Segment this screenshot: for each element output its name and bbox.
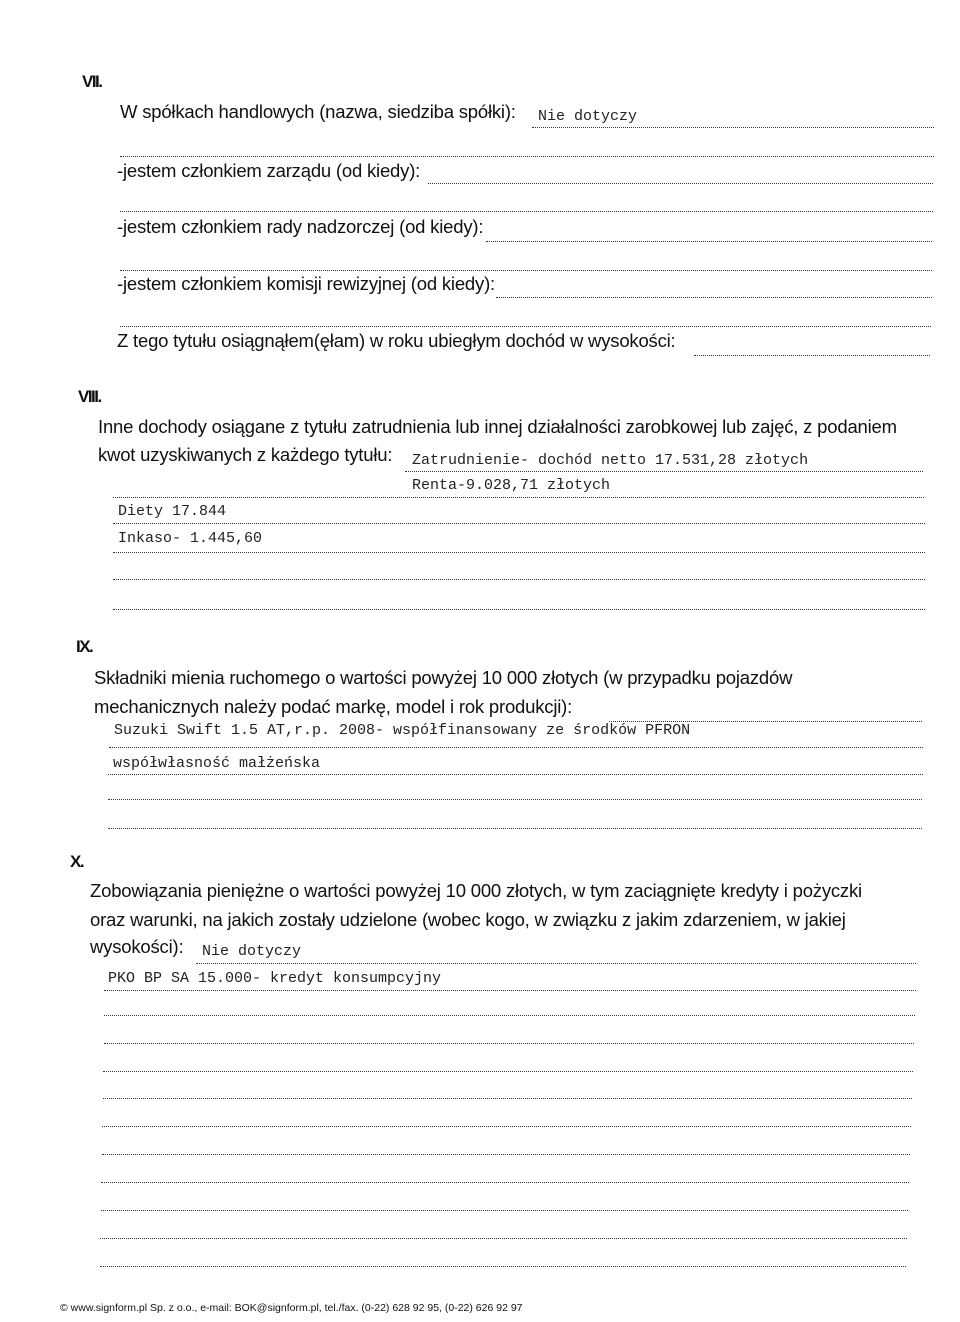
dotted-line <box>120 326 931 327</box>
dotted-line <box>108 828 922 829</box>
dotted-line <box>694 355 930 356</box>
movable-property-value2[interactable]: współwłasność małżeńska <box>113 755 321 772</box>
dotted-line <box>532 127 934 128</box>
dotted-line <box>104 1043 914 1044</box>
dotted-line <box>486 241 932 242</box>
dotted-line <box>120 156 934 157</box>
dotted-line <box>113 497 924 498</box>
dotted-line <box>103 1071 913 1072</box>
other-income-line1: Inne dochody osiągane z tytułu zatrudnienia lub innej działalności zarobkowej lub zajęć, z podaniem <box>98 416 897 437</box>
liabilities-line1: Zobowiązania pieniężne o wartości powyżej 10 000 złotych, w tym zaciągnięte kredyty i pożyczki <box>90 880 862 901</box>
movable-property-value1[interactable]: Suzuki Swift 1.5 AT,r.p. 2008- współfinansowany ze środków PFRON <box>114 722 691 739</box>
liabilities-value2[interactable]: PKO BP SA 15.000- kredyt konsumpcyjny <box>108 970 442 987</box>
dotted-line <box>108 774 923 775</box>
dotted-line <box>428 183 933 184</box>
dotted-line <box>113 609 925 610</box>
movable-property-line2: mechanicznych należy podać markę, model i rok produkcji): <box>94 696 573 717</box>
dotted-line <box>113 552 925 553</box>
dotted-line <box>109 747 923 748</box>
dotted-line <box>196 963 916 964</box>
supervisory-label: -jestem członkiem rady nadzorczej (od kiedy): <box>117 216 484 237</box>
other-income-value1[interactable]: Zatrudnienie- dochód netto 17.531,28 złotych <box>412 452 809 469</box>
liabilities-line3: wysokości): <box>90 936 184 957</box>
dotted-line <box>103 1098 912 1099</box>
section-viii-number: VIII. <box>78 387 101 406</box>
section-ix-number: IX. <box>76 637 93 656</box>
dotted-line <box>101 1182 909 1183</box>
dotted-line <box>113 523 925 524</box>
section-vii-number: VII. <box>82 72 102 91</box>
dotted-line <box>405 471 923 472</box>
dotted-line <box>120 270 932 271</box>
dotted-line <box>101 1210 908 1211</box>
dotted-line <box>108 799 922 800</box>
liabilities-line2: oraz warunki, na jakich zostały udzielone (wobec kogo, w związku z jakim zdarzeniem, w jakiej <box>90 909 846 930</box>
dotted-line <box>496 297 932 298</box>
dotted-line <box>120 211 933 212</box>
board-label: -jestem członkiem zarządu (od kiedy): <box>117 160 421 181</box>
dotted-line <box>100 1266 906 1267</box>
other-income-value4[interactable]: Inkaso- 1.445,60 <box>118 530 263 547</box>
dotted-line <box>104 1015 915 1016</box>
dotted-line <box>102 1126 911 1127</box>
section-x-number: X. <box>70 852 84 871</box>
companies-value[interactable]: Nie dotyczy <box>538 108 638 125</box>
companies-label: W spółkach handlowych (nazwa, siedziba spółki): <box>120 101 516 122</box>
dotted-line <box>113 579 925 580</box>
other-income-value3[interactable]: Diety 17.844 <box>118 503 227 520</box>
dotted-line <box>102 1154 910 1155</box>
footer-copyright: © www.signform.pl Sp. z o.o., e-mail: BOK@signform.pl, tel./fax. (0-22) 628 92 95, (0-22) 626 92 97 <box>60 1302 523 1314</box>
income-label: Z tego tytułu osiągnąłem(ęłam) w roku ubiegłym dochód w wysokości: <box>117 330 676 351</box>
liabilities-value1[interactable]: Nie dotyczy <box>202 943 302 960</box>
dotted-line <box>104 990 916 991</box>
other-income-value2[interactable]: Renta-9.028,71 złotych <box>412 477 611 494</box>
audit-label: -jestem członkiem komisji rewizyjnej (od kiedy): <box>117 273 495 294</box>
other-income-line2: kwot uzyskiwanych z każdego tytułu: <box>98 444 393 465</box>
movable-property-line1: Składniki mienia ruchomego o wartości powyżej 10 000 złotych (w przypadku pojazdów <box>94 667 793 688</box>
dotted-line <box>100 1238 907 1239</box>
